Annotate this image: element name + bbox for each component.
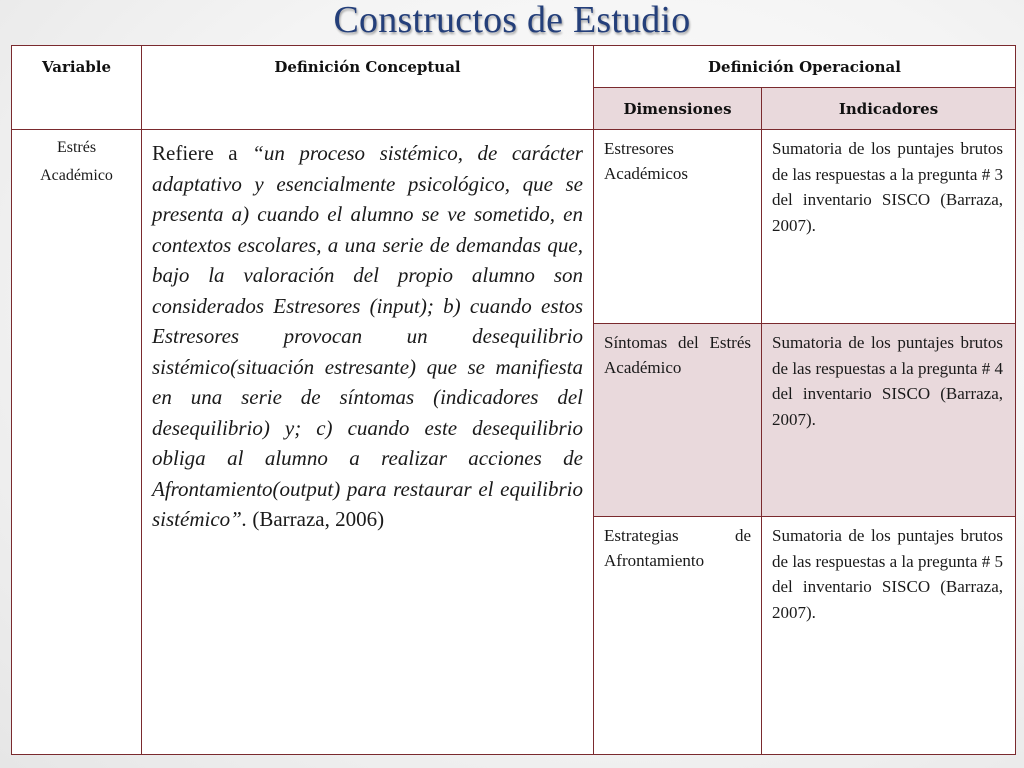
dimension-cell: Estrategias de Afrontamiento: [594, 517, 762, 755]
dimension-cell: Estresores Académicos: [594, 130, 762, 324]
definition-quote: “un proceso sistémico, de carácter adaptativo y esencialmente psicológico, que se presenta a) cuando el alumno se ve sometido, en contextos escolares, a una serie de demandas que, bajo la valoración del propio alumno son considerados Estresores (input); b) cuando estos Estresores provocan un desequilibrio sistémico(situación estresante) que se manifiesta en una serie de síntomas (indicadores del desequilibrio) y; c) cuando este desequilibrio obliga al alumno a realizar acciones de Afrontamiento(output) para restaurar el equilibrio sistémico”.: [152, 141, 583, 531]
variable-name-line-2: Académico: [40, 167, 113, 184]
indicator-cell: Sumatoria de los puntajes brutos de las respuestas a la pregunta # 4 del inventario SISCO (Barraza, 2007).: [762, 324, 1016, 517]
indicator-cell: Sumatoria de los puntajes brutos de las respuestas a la pregunta # 3 del inventario SISCO (Barraza, 2007).: [762, 130, 1016, 324]
definition-citation: (Barraza, 2006): [247, 507, 385, 531]
dimension-cell: Síntomas del Estrés Académico: [594, 324, 762, 517]
variable-name-line-1: Estrés: [56, 139, 97, 156]
indicator-cell: Sumatoria de los puntajes brutos de las respuestas a la pregunta # 5 del inventario SISCO (Barraza, 2007).: [762, 517, 1016, 755]
header-conceptual-definition: Definición Conceptual: [142, 46, 594, 130]
variable-cell: [12, 130, 142, 755]
conceptual-definition-cell: [142, 130, 594, 755]
header-indicators: Indicadores: [762, 88, 1016, 130]
definition-lead: Refiere a: [152, 141, 253, 165]
constructs-table: [11, 45, 1016, 755]
header-variable: Variable: [12, 46, 142, 130]
slide-title: Constructos de Estudio: [333, 0, 691, 41]
header-dimensions: Dimensiones: [594, 88, 762, 130]
header-operational-definition: Definición Operacional: [594, 46, 1016, 88]
